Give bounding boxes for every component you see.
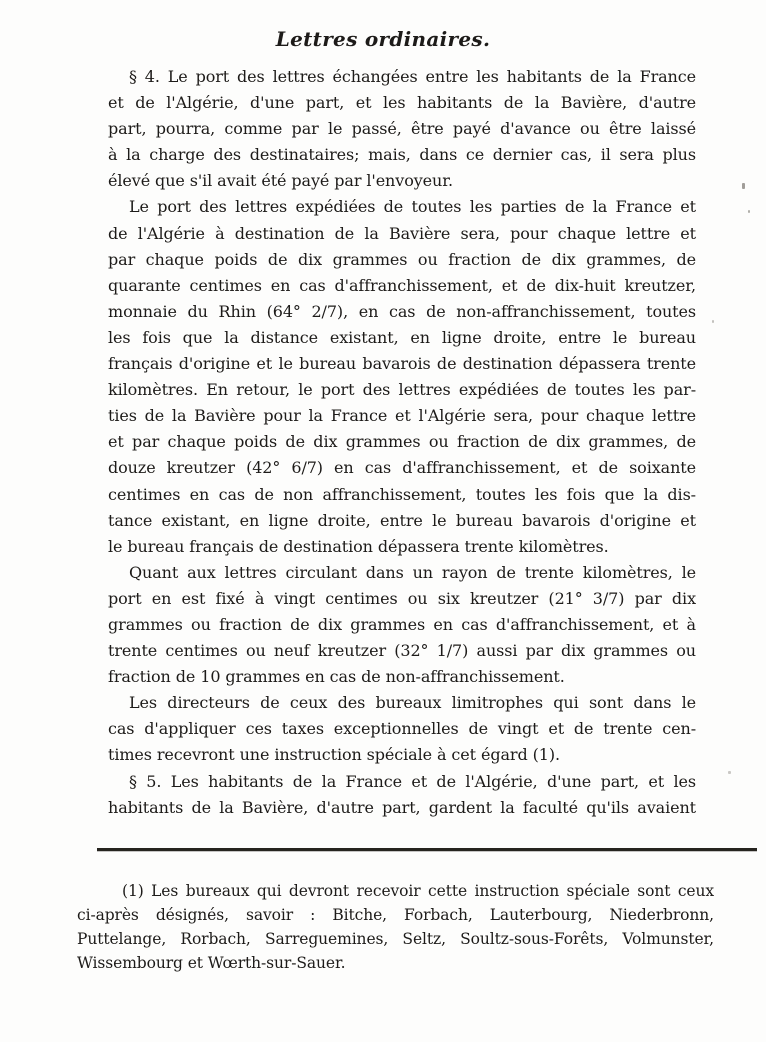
text-line: les fois que la distance existant, en ligne droite, entre le bureau — [108, 327, 696, 347]
paragraph-section-5 — [108, 769, 696, 821]
text-line: trente centimes ou neuf kreutzer (32° 1/7) aussi par dix grammes ou — [108, 641, 696, 661]
text-line: § 5. Les habitants de la France et de l'Algérie, d'une part, et les — [129, 771, 696, 791]
text-line: Le port des lettres expédiées de toutes les parties de la France et — [129, 197, 696, 217]
paragraph-section-4 — [108, 64, 696, 194]
body-text — [108, 64, 696, 821]
text-line: cas d'appliquer ces taxes exceptionnelles de vingt et de trente cen- — [108, 719, 696, 739]
text-line: § 4. Le port des lettres échangées entre les habitants de la France — [129, 67, 696, 86]
text-line: centimes en cas de non affranchissement, toutes les fois que la dis- — [108, 484, 696, 504]
text-line: le bureau français de destination dépassera trente kilomètres. — [108, 536, 609, 556]
scan-speck — [748, 210, 750, 213]
text-line: kilomètres. En retour, le port des lettres expédiées de toutes les par- — [108, 380, 696, 400]
text-line: français d'origine et le bureau bavarois de destination dépassera trente — [108, 354, 696, 374]
paragraph-directors — [108, 690, 696, 768]
footnote-line: ci-après désignés, savoir : Bitche, Forbach, Lauterbourg, Niederbronn, — [77, 906, 714, 924]
text-line: de l'Algérie à destination de la Bavière sera, pour chaque lettre et — [108, 223, 696, 243]
text-line: times recevront une instruction spéciale à cet égard (1). — [108, 745, 560, 765]
text-line: et de l'Algérie, d'une part, et les habitants de la Bavière, d'autre — [108, 93, 696, 113]
footnote-line: (1) Les bureaux qui devront recevoir cette instruction spéciale sont ceux — [122, 882, 714, 900]
scan-speck — [712, 320, 714, 323]
text-line: fraction de 10 grammes en cas de non-affranchissement. — [108, 667, 565, 687]
text-line: Quant aux lettres circulant dans un rayon de trente kilomètres, le — [129, 562, 696, 582]
text-line: douze kreutzer (42° 6/7) en cas d'affranchissement, et de soixante — [108, 458, 696, 478]
text-line: monnaie du Rhin (64° 2/7), en cas de non-affranchissement, toutes — [108, 301, 696, 321]
text-line: grammes ou fraction de dix grammes en cas d'affranchissement, et à — [108, 614, 696, 634]
scan-speck — [742, 183, 745, 189]
footnote-line: Puttelange, Rorbach, Sarreguemines, Seltz, Soultz-sous-Forêts, Volmunster, — [77, 930, 714, 948]
text-line: tance existant, en ligne droite, entre le bureau bavarois d'origine et — [108, 510, 696, 530]
scan-speck — [728, 771, 731, 774]
text-line: quarante centimes en cas d'affranchissement, et de dix-huit kreutzer, — [108, 275, 696, 295]
text-line: à la charge des destinataires; mais, dans ce dernier cas, il sera plus — [108, 145, 696, 165]
footnote — [77, 879, 714, 975]
text-line: part, pourra, comme par le passé, être payé d'avance ou être laissé — [108, 119, 696, 139]
footnote-line: Wissembourg et Wœrth-sur-Sauer. — [77, 954, 346, 972]
text-line: élevé que s'il avait été payé par l'envoyeur. — [108, 171, 454, 191]
footnote-rule — [97, 848, 757, 851]
text-line: Les directeurs de ceux des bureaux limitrophes qui sont dans le — [129, 693, 696, 713]
text-line: port en est fixé à vingt centimes ou six kreutzer (21° 3/7) par dix — [108, 588, 696, 608]
text-line: par chaque poids de dix grammes ou fraction de dix grammes, de — [108, 249, 696, 269]
page-heading: Lettres ordinaires. — [275, 27, 491, 51]
paragraph-local-radius — [108, 560, 696, 690]
text-line: et par chaque poids de dix grammes ou fraction de dix grammes, de — [108, 432, 696, 452]
text-line: ties de la Bavière pour la France et l'Algérie sera, pour chaque lettre — [108, 406, 696, 426]
paragraph-tariffs-outbound — [108, 194, 696, 559]
text-line: habitants de la Bavière, d'autre part, gardent la faculté qu'ils avaient — [108, 797, 696, 817]
